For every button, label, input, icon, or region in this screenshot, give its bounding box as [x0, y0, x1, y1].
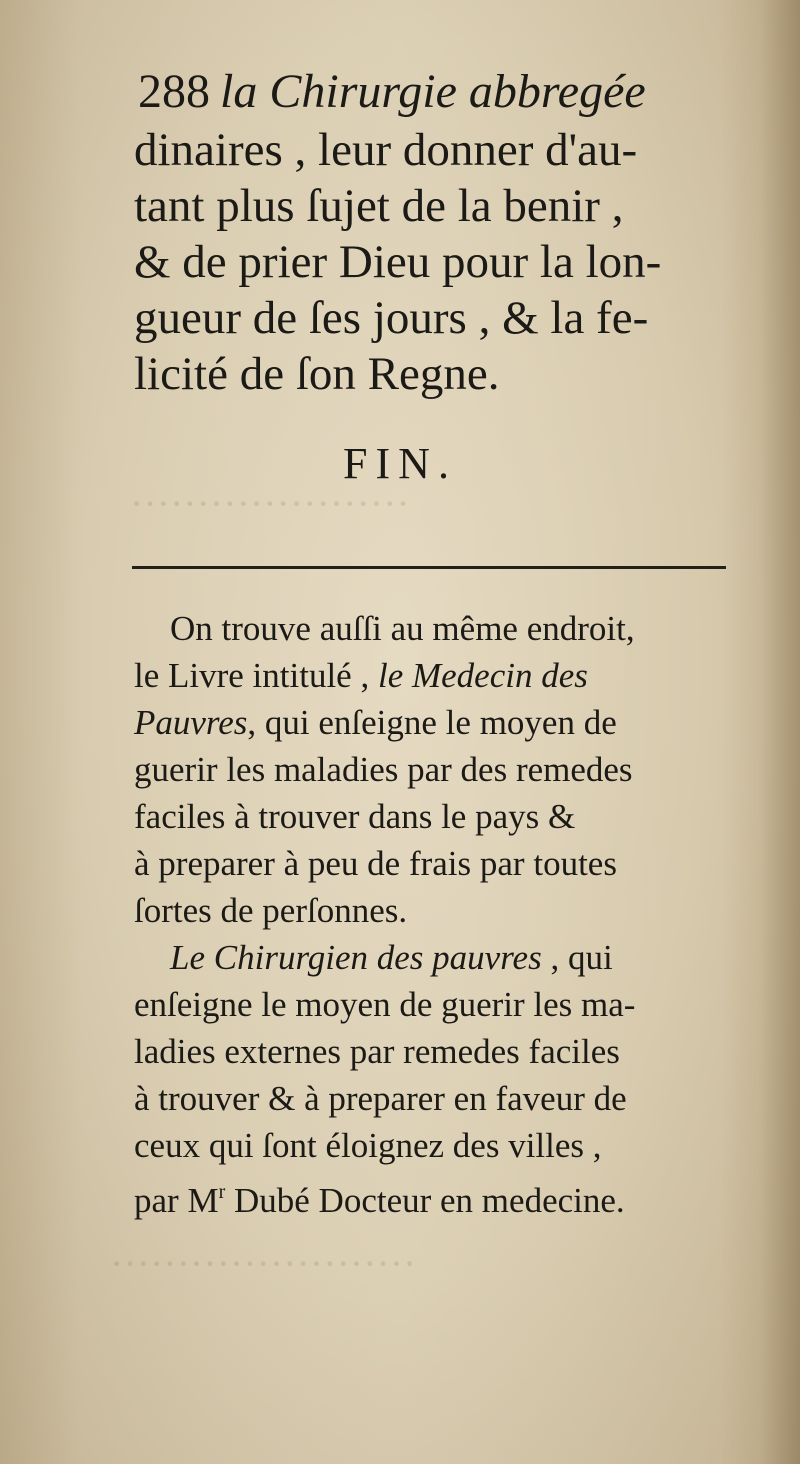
text-segment: Dubé Docteur en medecine.	[225, 1181, 625, 1220]
closing-paragraph	[134, 122, 744, 402]
text-line: gueur de ſes jours , & la fe-	[134, 292, 649, 344]
ad2-line	[134, 1169, 744, 1224]
text-line: & de prier Dieu pour la lon-	[134, 236, 662, 288]
ad1-line: faciles à trouver dans le pays &	[134, 797, 576, 836]
superscript: r	[218, 1181, 226, 1203]
ad1-line	[134, 699, 744, 746]
text-segment: , qui	[550, 938, 613, 977]
bleed-through-text: ·····················	[130, 481, 410, 526]
running-title: la Chirurgie abbregée	[220, 65, 646, 118]
ad1-line	[134, 652, 744, 699]
running-head	[138, 62, 646, 122]
ad2-line: ladies externes par remedes faciles	[134, 1032, 620, 1071]
ad2-line: à trouver & à preparer en faveur de	[134, 1079, 627, 1118]
ad2-line: ceux qui ſont éloignez des villes ,	[134, 1126, 602, 1165]
horizontal-rule	[132, 566, 726, 569]
ad1-line: On trouve auſſi au même endroit,	[170, 609, 635, 648]
text-line: dinaires , leur donner d'au-	[134, 124, 638, 176]
bleed-through-text: ·······················	[110, 1241, 417, 1286]
text-line: licité de ſon Regne.	[134, 348, 500, 400]
ad2-line: enſeigne le moyen de guerir les ma-	[134, 985, 636, 1024]
text-segment: par M	[134, 1181, 219, 1220]
ad2-line	[134, 934, 744, 981]
book-title-italic: Le Chirurgien des pauvres	[170, 938, 542, 977]
end-mark: FIN.	[343, 439, 457, 488]
advertisement	[134, 605, 744, 1224]
page-number: 288	[138, 65, 210, 118]
ad1-line: guerir les maladies par des remedes	[134, 750, 633, 789]
page-edge-shadow	[760, 0, 800, 1464]
text-segment: , qui enſeigne le moyen de	[247, 703, 617, 742]
book-title-italic: le Medecin des	[377, 656, 588, 695]
ad1-line: ſortes de perſonnes.	[134, 891, 408, 930]
text-line: tant plus ſujet de la benir ,	[134, 180, 624, 232]
book-title-italic: Pauvres	[134, 703, 248, 742]
text-segment: le Livre intitulé ,	[134, 656, 370, 695]
ad1-line: à preparer à peu de frais par toutes	[134, 844, 617, 883]
